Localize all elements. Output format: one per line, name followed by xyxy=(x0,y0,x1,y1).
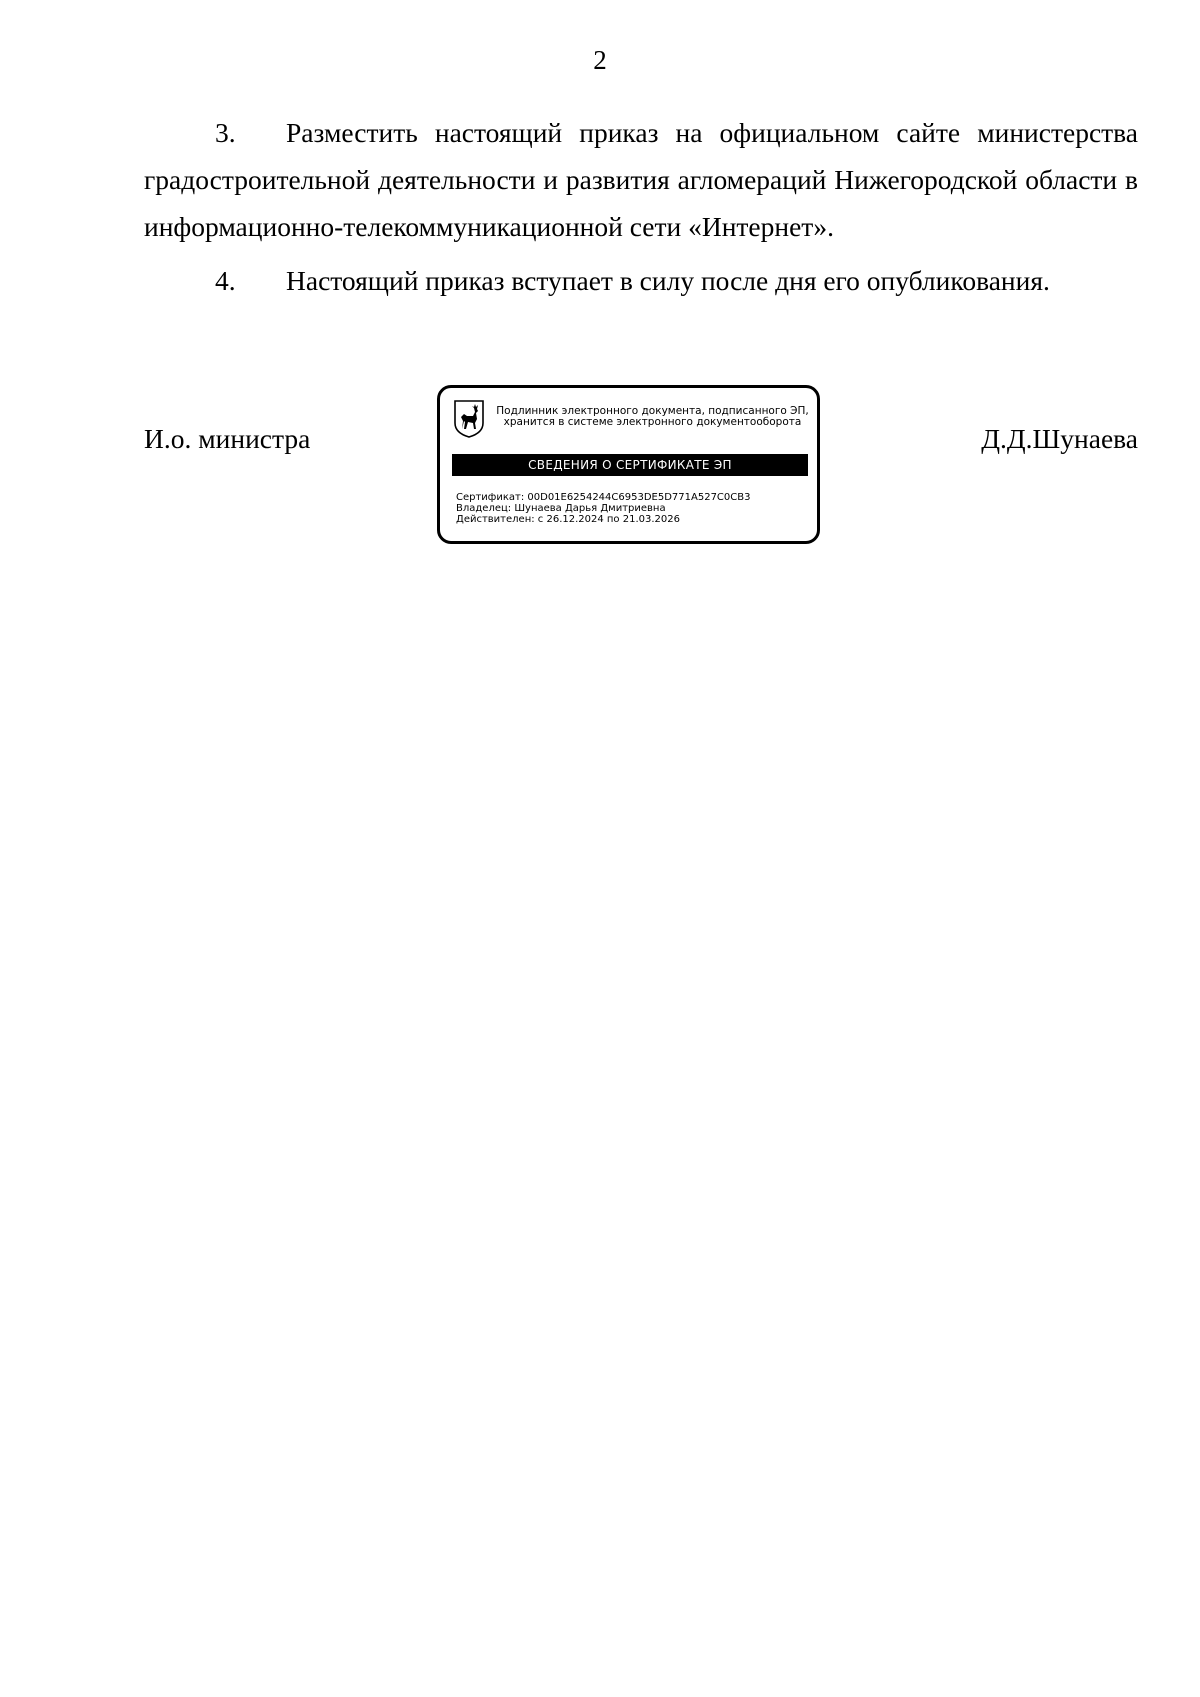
stamp-validity: Действителен: с 26.12.2024 по 21.03.2026 xyxy=(456,514,680,525)
electronic-signature-stamp xyxy=(437,385,820,544)
stamp-certificate: Сертификат: 00D01E6254244C6953DE5D771A527C0CB3 xyxy=(456,492,751,503)
nizhny-novgorod-emblem-icon xyxy=(453,399,485,439)
signatory-name: Д.Д.Шунаева xyxy=(981,423,1138,454)
paragraph-text: Разместить настоящий приказ на официальном сайте министерства градостроительной деятельности и развития агломераций Нижегородской области в информационно-телекоммуникационной сети «Интернет». xyxy=(144,117,1138,242)
stamp-owner: Владелец: Шунаева Дарья Дмитриевна xyxy=(456,503,666,514)
paragraph-3 xyxy=(144,109,1138,250)
stamp-details xyxy=(456,492,750,525)
paragraph-text: Настоящий приказ вступает в силу после дня его опубликования. xyxy=(286,265,1050,296)
paragraph-4 xyxy=(144,257,1138,304)
stamp-caption xyxy=(490,406,815,428)
paragraph-number: 3. xyxy=(215,117,236,148)
page-number: 2 xyxy=(593,45,607,75)
signatory-position: И.о. министра xyxy=(144,423,311,454)
stamp-caption-line: хранится в системе электронного документооборота xyxy=(503,416,802,428)
stamp-caption-line: Подлинник электронного документа, подписанного ЭП, xyxy=(496,405,809,417)
stamp-header: СВЕДЕНИЯ О СЕРТИФИКАТЕ ЭП xyxy=(452,454,808,476)
paragraph-number: 4. xyxy=(215,265,236,296)
